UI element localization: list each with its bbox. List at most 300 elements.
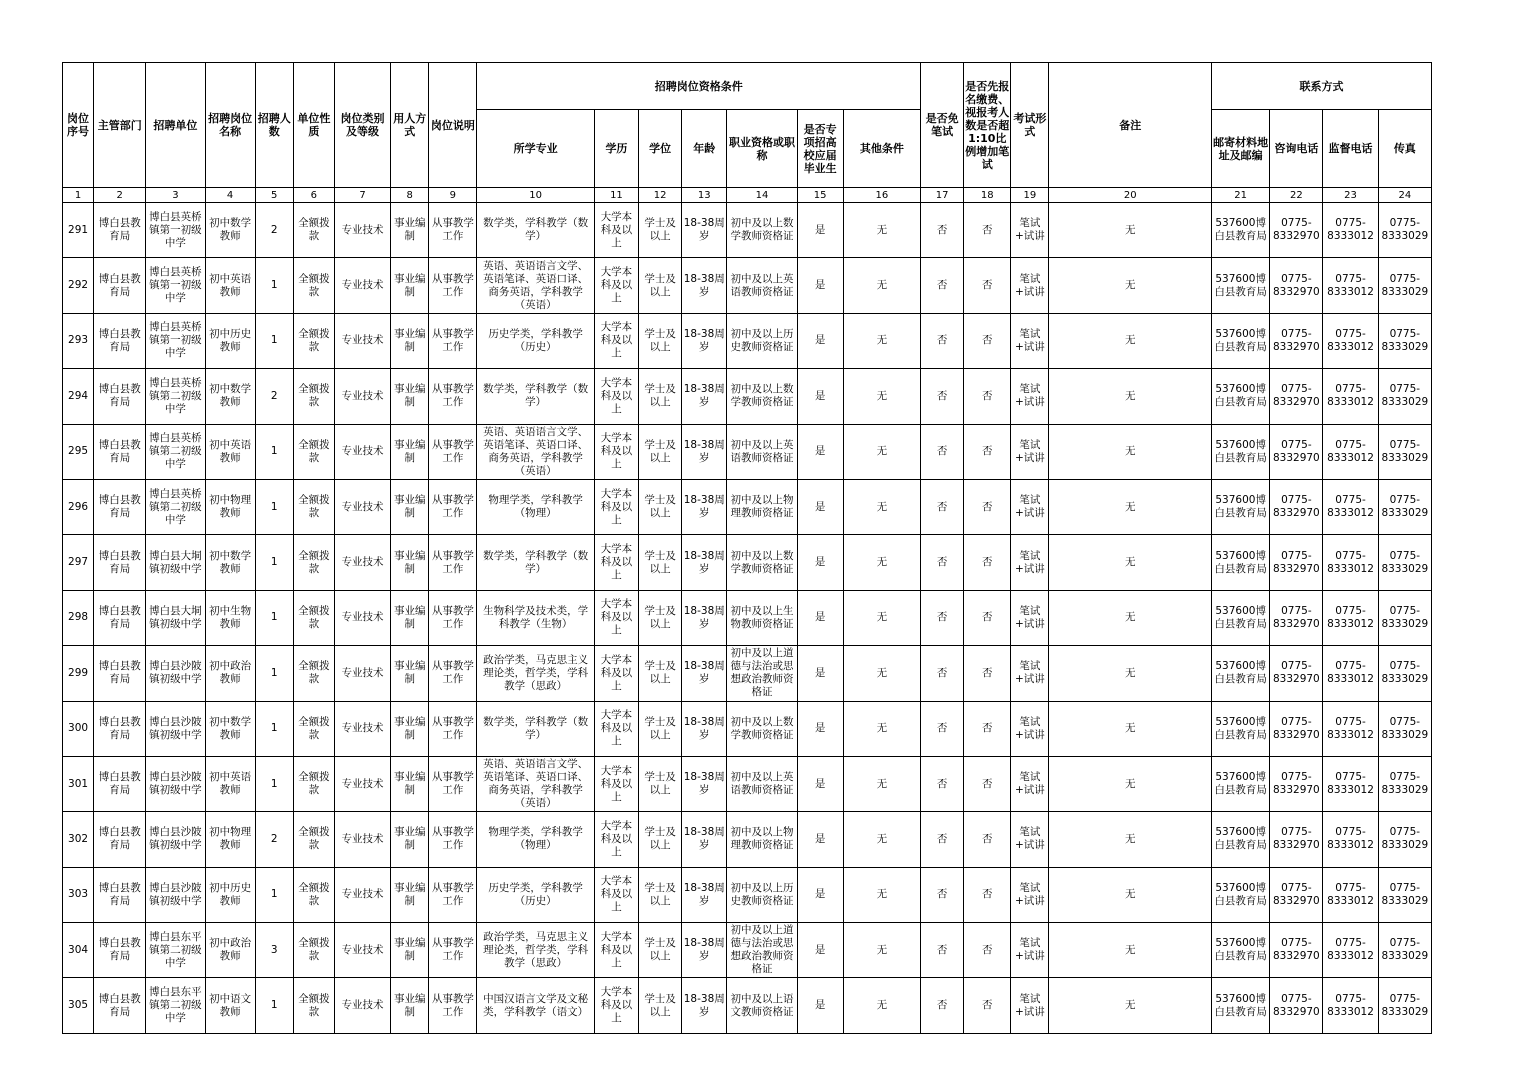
cell-position: 初中生物教师 bbox=[205, 590, 255, 645]
cell-position: 初中数学教师 bbox=[205, 369, 255, 424]
cell-employment: 事业编制 bbox=[391, 369, 429, 424]
header-exam-form: 考试形式 bbox=[1011, 63, 1049, 188]
cell-remarks: 无 bbox=[1049, 424, 1212, 479]
cell-mail-address: 537600博白县教育局 bbox=[1212, 978, 1270, 1034]
cell-remarks: 无 bbox=[1049, 535, 1212, 590]
cell-department: 博白县教育局 bbox=[94, 646, 146, 701]
cell-supervision-phone: 0775-8333012 bbox=[1323, 424, 1378, 479]
cell-degree: 学士及以上 bbox=[639, 923, 682, 978]
cell-unit: 博白县东平镇第二初级中学 bbox=[146, 978, 205, 1034]
table-row bbox=[63, 424, 1432, 479]
cell-graduate-only: 是 bbox=[797, 590, 843, 645]
cell-major: 数学类，学科教学（数学） bbox=[477, 369, 594, 424]
column-number: 6 bbox=[293, 188, 334, 203]
column-number: 4 bbox=[205, 188, 255, 203]
cell-description: 从事教学工作 bbox=[429, 812, 477, 867]
cell-exam-form: 笔试+试讲 bbox=[1011, 701, 1049, 756]
cell-qualification: 初中及以上语文教师资格证 bbox=[727, 978, 797, 1034]
cell-unit-nature: 全额拨款 bbox=[293, 479, 334, 534]
cell-phone: 0775-8332970 bbox=[1270, 424, 1323, 479]
cell-fax: 0775-8333029 bbox=[1378, 701, 1431, 756]
cell-description: 从事教学工作 bbox=[429, 646, 477, 701]
cell-degree: 学士及以上 bbox=[639, 701, 682, 756]
header-department: 主管部门 bbox=[94, 63, 146, 188]
cell-exempt-written: 否 bbox=[921, 812, 964, 867]
cell-department: 博白县教育局 bbox=[94, 424, 146, 479]
cell-unit: 博白县英桥镇第一初级中学 bbox=[146, 203, 205, 258]
cell-fax: 0775-8333029 bbox=[1378, 978, 1431, 1034]
column-number: 10 bbox=[477, 188, 594, 203]
cell-unit-nature: 全额拨款 bbox=[293, 424, 334, 479]
column-number: 2 bbox=[94, 188, 146, 203]
cell-qualification: 初中及以上数学教师资格证 bbox=[727, 203, 797, 258]
cell-employment: 事业编制 bbox=[391, 424, 429, 479]
cell-phone: 0775-8332970 bbox=[1270, 867, 1323, 922]
header-contact-group: 联系方式 bbox=[1212, 63, 1432, 110]
cell-employment: 事业编制 bbox=[391, 978, 429, 1034]
column-number: 13 bbox=[682, 188, 727, 203]
cell-description: 从事教学工作 bbox=[429, 424, 477, 479]
cell-major: 英语、英语语言文学、英语笔译、英语口译、商务英语，学科教学（英语） bbox=[477, 756, 594, 811]
cell-count: 1 bbox=[255, 701, 293, 756]
cell-remarks: 无 bbox=[1049, 812, 1212, 867]
cell-unit: 博白县大垌镇初级中学 bbox=[146, 535, 205, 590]
cell-unit: 博白县沙陂镇初级中学 bbox=[146, 756, 205, 811]
cell-remarks: 无 bbox=[1049, 923, 1212, 978]
cell-exempt-written: 否 bbox=[921, 756, 964, 811]
recruitment-table bbox=[62, 62, 1432, 1034]
column-number: 9 bbox=[429, 188, 477, 203]
cell-education: 大学本科及以上 bbox=[594, 756, 638, 811]
cell-phone: 0775-8332970 bbox=[1270, 978, 1323, 1034]
cell-exam-form: 笔试+试讲 bbox=[1011, 535, 1049, 590]
cell-age: 18-38周岁 bbox=[682, 535, 727, 590]
cell-phone: 0775-8332970 bbox=[1270, 923, 1323, 978]
cell-unit-nature: 全额拨款 bbox=[293, 203, 334, 258]
cell-education: 大学本科及以上 bbox=[594, 203, 638, 258]
cell-exempt-written: 否 bbox=[921, 867, 964, 922]
cell-graduate-only: 是 bbox=[797, 867, 843, 922]
cell-department: 博白县教育局 bbox=[94, 867, 146, 922]
cell-description: 从事教学工作 bbox=[429, 978, 477, 1034]
cell-education: 大学本科及以上 bbox=[594, 258, 638, 313]
cell-phone: 0775-8332970 bbox=[1270, 203, 1323, 258]
table-row bbox=[63, 535, 1432, 590]
cell-age: 18-38周岁 bbox=[682, 258, 727, 313]
cell-major: 政治学类，马克思主义理论类，哲学类，学科教学（思政） bbox=[477, 646, 594, 701]
column-number: 7 bbox=[334, 188, 390, 203]
cell-position: 初中政治教师 bbox=[205, 646, 255, 701]
cell-pre-register: 否 bbox=[964, 203, 1011, 258]
cell-education: 大学本科及以上 bbox=[594, 812, 638, 867]
cell-position: 初中历史教师 bbox=[205, 867, 255, 922]
cell-unit: 博白县沙陂镇初级中学 bbox=[146, 646, 205, 701]
cell-department: 博白县教育局 bbox=[94, 313, 146, 368]
header-supervision-phone: 监督电话 bbox=[1323, 110, 1378, 188]
header-unit: 招聘单位 bbox=[146, 63, 205, 188]
cell-position: 初中语文教师 bbox=[205, 978, 255, 1034]
cell-major: 数学类，学科教学（数学） bbox=[477, 203, 594, 258]
cell-qualification: 初中及以上物理教师资格证 bbox=[727, 812, 797, 867]
cell-employment: 事业编制 bbox=[391, 923, 429, 978]
cell-qualification: 初中及以上生物教师资格证 bbox=[727, 590, 797, 645]
cell-employment: 事业编制 bbox=[391, 756, 429, 811]
cell-pre-register: 否 bbox=[964, 590, 1011, 645]
cell-position: 初中数学教师 bbox=[205, 203, 255, 258]
cell-department: 博白县教育局 bbox=[94, 369, 146, 424]
cell-exempt-written: 否 bbox=[921, 203, 964, 258]
cell-qualification: 初中及以上英语教师资格证 bbox=[727, 424, 797, 479]
cell-exam-form: 笔试+试讲 bbox=[1011, 203, 1049, 258]
cell-department: 博白县教育局 bbox=[94, 756, 146, 811]
cell-fax: 0775-8333029 bbox=[1378, 313, 1431, 368]
column-number: 19 bbox=[1011, 188, 1049, 203]
cell-employment: 事业编制 bbox=[391, 479, 429, 534]
cell-count: 1 bbox=[255, 424, 293, 479]
cell-seq: 304 bbox=[63, 923, 94, 978]
cell-pre-register: 否 bbox=[964, 369, 1011, 424]
table-row bbox=[63, 590, 1432, 645]
cell-exam-form: 笔试+试讲 bbox=[1011, 369, 1049, 424]
cell-count: 1 bbox=[255, 756, 293, 811]
cell-unit-nature: 全额拨款 bbox=[293, 923, 334, 978]
cell-count: 1 bbox=[255, 978, 293, 1034]
cell-other: 无 bbox=[843, 479, 920, 534]
cell-employment: 事业编制 bbox=[391, 701, 429, 756]
cell-education: 大学本科及以上 bbox=[594, 424, 638, 479]
header-unit-nature: 单位性质 bbox=[293, 63, 334, 188]
cell-degree: 学士及以上 bbox=[639, 369, 682, 424]
cell-mail-address: 537600博白县教育局 bbox=[1212, 535, 1270, 590]
cell-remarks: 无 bbox=[1049, 313, 1212, 368]
cell-description: 从事教学工作 bbox=[429, 867, 477, 922]
cell-other: 无 bbox=[843, 590, 920, 645]
cell-unit-nature: 全额拨款 bbox=[293, 867, 334, 922]
cell-unit: 博白县沙陂镇初级中学 bbox=[146, 701, 205, 756]
cell-education: 大学本科及以上 bbox=[594, 313, 638, 368]
cell-seq: 294 bbox=[63, 369, 94, 424]
cell-education: 大学本科及以上 bbox=[594, 867, 638, 922]
cell-major: 英语、英语语言文学、英语笔译、英语口译、商务英语，学科教学（英语） bbox=[477, 424, 594, 479]
cell-degree: 学士及以上 bbox=[639, 313, 682, 368]
cell-qualification: 初中及以上道德与法治或思想政治教师资格证 bbox=[727, 646, 797, 701]
table-row bbox=[63, 923, 1432, 978]
cell-remarks: 无 bbox=[1049, 258, 1212, 313]
cell-supervision-phone: 0775-8333012 bbox=[1323, 479, 1378, 534]
cell-mail-address: 537600博白县教育局 bbox=[1212, 313, 1270, 368]
cell-major: 生物科学及技术类，学科教学（生物） bbox=[477, 590, 594, 645]
table-row bbox=[63, 756, 1432, 811]
cell-other: 无 bbox=[843, 535, 920, 590]
cell-mail-address: 537600博白县教育局 bbox=[1212, 923, 1270, 978]
cell-unit: 博白县东平镇第二初级中学 bbox=[146, 923, 205, 978]
cell-remarks: 无 bbox=[1049, 646, 1212, 701]
column-number: 18 bbox=[964, 188, 1011, 203]
cell-mail-address: 537600博白县教育局 bbox=[1212, 646, 1270, 701]
cell-position: 初中物理教师 bbox=[205, 812, 255, 867]
column-number: 22 bbox=[1270, 188, 1323, 203]
cell-fax: 0775-8333029 bbox=[1378, 369, 1431, 424]
column-number: 12 bbox=[639, 188, 682, 203]
cell-qualification: 初中及以上道德与法治或思想政治教师资格证 bbox=[727, 923, 797, 978]
column-number: 11 bbox=[594, 188, 638, 203]
cell-department: 博白县教育局 bbox=[94, 535, 146, 590]
cell-employment: 事业编制 bbox=[391, 535, 429, 590]
cell-age: 18-38周岁 bbox=[682, 424, 727, 479]
table-row bbox=[63, 369, 1432, 424]
cell-department: 博白县教育局 bbox=[94, 812, 146, 867]
cell-category: 专业技术 bbox=[334, 424, 390, 479]
cell-position: 初中英语教师 bbox=[205, 756, 255, 811]
cell-category: 专业技术 bbox=[334, 590, 390, 645]
table-header bbox=[63, 63, 1432, 203]
cell-description: 从事教学工作 bbox=[429, 479, 477, 534]
cell-seq: 301 bbox=[63, 756, 94, 811]
cell-graduate-only: 是 bbox=[797, 258, 843, 313]
column-number: 3 bbox=[146, 188, 205, 203]
cell-education: 大学本科及以上 bbox=[594, 646, 638, 701]
cell-supervision-phone: 0775-8333012 bbox=[1323, 646, 1378, 701]
cell-count: 1 bbox=[255, 258, 293, 313]
cell-pre-register: 否 bbox=[964, 701, 1011, 756]
cell-degree: 学士及以上 bbox=[639, 756, 682, 811]
cell-age: 18-38周岁 bbox=[682, 756, 727, 811]
cell-age: 18-38周岁 bbox=[682, 590, 727, 645]
column-number-row bbox=[63, 188, 1432, 203]
cell-remarks: 无 bbox=[1049, 369, 1212, 424]
header-description: 岗位说明 bbox=[429, 63, 477, 188]
cell-unit-nature: 全额拨款 bbox=[293, 646, 334, 701]
cell-age: 18-38周岁 bbox=[682, 812, 727, 867]
cell-seq: 293 bbox=[63, 313, 94, 368]
cell-unit-nature: 全额拨款 bbox=[293, 590, 334, 645]
cell-major: 英语、英语语言文学、英语笔译、英语口译、商务英语，学科教学（英语） bbox=[477, 258, 594, 313]
cell-supervision-phone: 0775-8333012 bbox=[1323, 258, 1378, 313]
cell-major: 物理学类，学科教学（物理） bbox=[477, 479, 594, 534]
column-number: 5 bbox=[255, 188, 293, 203]
cell-exam-form: 笔试+试讲 bbox=[1011, 424, 1049, 479]
cell-fax: 0775-8333029 bbox=[1378, 867, 1431, 922]
cell-exempt-written: 否 bbox=[921, 646, 964, 701]
cell-degree: 学士及以上 bbox=[639, 203, 682, 258]
column-number: 24 bbox=[1378, 188, 1431, 203]
cell-remarks: 无 bbox=[1049, 978, 1212, 1034]
cell-exam-form: 笔试+试讲 bbox=[1011, 867, 1049, 922]
cell-unit: 博白县沙陂镇初级中学 bbox=[146, 812, 205, 867]
cell-count: 1 bbox=[255, 313, 293, 368]
cell-seq: 297 bbox=[63, 535, 94, 590]
cell-graduate-only: 是 bbox=[797, 203, 843, 258]
cell-exam-form: 笔试+试讲 bbox=[1011, 479, 1049, 534]
cell-qualification: 初中及以上英语教师资格证 bbox=[727, 756, 797, 811]
cell-category: 专业技术 bbox=[334, 978, 390, 1034]
cell-employment: 事业编制 bbox=[391, 313, 429, 368]
cell-qualification: 初中及以上历史教师资格证 bbox=[727, 313, 797, 368]
header-degree: 学位 bbox=[639, 110, 682, 188]
cell-department: 博白县教育局 bbox=[94, 701, 146, 756]
cell-position: 初中政治教师 bbox=[205, 923, 255, 978]
cell-supervision-phone: 0775-8333012 bbox=[1323, 369, 1378, 424]
cell-pre-register: 否 bbox=[964, 812, 1011, 867]
cell-category: 专业技术 bbox=[334, 258, 390, 313]
cell-supervision-phone: 0775-8333012 bbox=[1323, 701, 1378, 756]
cell-description: 从事教学工作 bbox=[429, 756, 477, 811]
cell-education: 大学本科及以上 bbox=[594, 369, 638, 424]
cell-mail-address: 537600博白县教育局 bbox=[1212, 867, 1270, 922]
cell-seq: 300 bbox=[63, 701, 94, 756]
cell-degree: 学士及以上 bbox=[639, 978, 682, 1034]
cell-supervision-phone: 0775-8333012 bbox=[1323, 756, 1378, 811]
cell-unit: 博白县英桥镇第一初级中学 bbox=[146, 313, 205, 368]
cell-category: 专业技术 bbox=[334, 867, 390, 922]
cell-exam-form: 笔试+试讲 bbox=[1011, 313, 1049, 368]
cell-count: 3 bbox=[255, 923, 293, 978]
cell-qualification: 初中及以上英语教师资格证 bbox=[727, 258, 797, 313]
column-number: 16 bbox=[843, 188, 920, 203]
cell-supervision-phone: 0775-8333012 bbox=[1323, 923, 1378, 978]
cell-graduate-only: 是 bbox=[797, 812, 843, 867]
cell-description: 从事教学工作 bbox=[429, 258, 477, 313]
cell-exam-form: 笔试+试讲 bbox=[1011, 756, 1049, 811]
header-category: 岗位类别及等级 bbox=[334, 63, 390, 188]
cell-other: 无 bbox=[843, 923, 920, 978]
cell-position: 初中物理教师 bbox=[205, 479, 255, 534]
cell-exempt-written: 否 bbox=[921, 701, 964, 756]
cell-count: 1 bbox=[255, 867, 293, 922]
cell-employment: 事业编制 bbox=[391, 258, 429, 313]
table-row bbox=[63, 479, 1432, 534]
column-number: 1 bbox=[63, 188, 94, 203]
cell-degree: 学士及以上 bbox=[639, 867, 682, 922]
cell-count: 2 bbox=[255, 369, 293, 424]
cell-exempt-written: 否 bbox=[921, 479, 964, 534]
cell-seq: 305 bbox=[63, 978, 94, 1034]
table-row bbox=[63, 978, 1432, 1034]
table-row bbox=[63, 701, 1432, 756]
cell-unit-nature: 全额拨款 bbox=[293, 258, 334, 313]
cell-category: 专业技术 bbox=[334, 646, 390, 701]
cell-category: 专业技术 bbox=[334, 479, 390, 534]
cell-other: 无 bbox=[843, 646, 920, 701]
column-number: 21 bbox=[1212, 188, 1270, 203]
cell-exam-form: 笔试+试讲 bbox=[1011, 646, 1049, 701]
table-row bbox=[63, 258, 1432, 313]
cell-degree: 学士及以上 bbox=[639, 812, 682, 867]
cell-department: 博白县教育局 bbox=[94, 978, 146, 1034]
cell-pre-register: 否 bbox=[964, 646, 1011, 701]
cell-qualification: 初中及以上数学教师资格证 bbox=[727, 701, 797, 756]
header-other: 其他条件 bbox=[843, 110, 920, 188]
cell-major: 中国汉语言文学及文秘类，学科教学（语文） bbox=[477, 978, 594, 1034]
cell-exempt-written: 否 bbox=[921, 313, 964, 368]
cell-phone: 0775-8332970 bbox=[1270, 313, 1323, 368]
cell-department: 博白县教育局 bbox=[94, 203, 146, 258]
cell-supervision-phone: 0775-8333012 bbox=[1323, 535, 1378, 590]
cell-graduate-only: 是 bbox=[797, 701, 843, 756]
cell-category: 专业技术 bbox=[334, 812, 390, 867]
column-number: 15 bbox=[797, 188, 843, 203]
cell-mail-address: 537600博白县教育局 bbox=[1212, 258, 1270, 313]
header-qualification: 职业资格或职称 bbox=[727, 110, 797, 188]
cell-phone: 0775-8332970 bbox=[1270, 812, 1323, 867]
cell-exam-form: 笔试+试讲 bbox=[1011, 812, 1049, 867]
column-number: 17 bbox=[921, 188, 964, 203]
cell-graduate-only: 是 bbox=[797, 535, 843, 590]
cell-description: 从事教学工作 bbox=[429, 203, 477, 258]
column-number: 20 bbox=[1049, 188, 1212, 203]
cell-unit-nature: 全额拨款 bbox=[293, 756, 334, 811]
column-number: 8 bbox=[391, 188, 429, 203]
cell-pre-register: 否 bbox=[964, 424, 1011, 479]
cell-employment: 事业编制 bbox=[391, 590, 429, 645]
cell-qualification: 初中及以上历史教师资格证 bbox=[727, 867, 797, 922]
cell-major: 数学类，学科教学（数学） bbox=[477, 535, 594, 590]
cell-major: 物理学类，学科教学（物理） bbox=[477, 812, 594, 867]
header-fax: 传真 bbox=[1378, 110, 1431, 188]
cell-supervision-phone: 0775-8333012 bbox=[1323, 203, 1378, 258]
cell-fax: 0775-8333029 bbox=[1378, 424, 1431, 479]
cell-category: 专业技术 bbox=[334, 535, 390, 590]
cell-category: 专业技术 bbox=[334, 701, 390, 756]
cell-unit-nature: 全额拨款 bbox=[293, 313, 334, 368]
cell-supervision-phone: 0775-8333012 bbox=[1323, 313, 1378, 368]
cell-mail-address: 537600博白县教育局 bbox=[1212, 812, 1270, 867]
cell-phone: 0775-8332970 bbox=[1270, 756, 1323, 811]
cell-degree: 学士及以上 bbox=[639, 258, 682, 313]
cell-supervision-phone: 0775-8333012 bbox=[1323, 590, 1378, 645]
cell-exempt-written: 否 bbox=[921, 590, 964, 645]
header-count: 招聘人数 bbox=[255, 63, 293, 188]
cell-remarks: 无 bbox=[1049, 203, 1212, 258]
cell-remarks: 无 bbox=[1049, 701, 1212, 756]
cell-graduate-only: 是 bbox=[797, 923, 843, 978]
cell-pre-register: 否 bbox=[964, 978, 1011, 1034]
column-number: 14 bbox=[727, 188, 797, 203]
cell-unit-nature: 全额拨款 bbox=[293, 369, 334, 424]
cell-count: 1 bbox=[255, 535, 293, 590]
cell-qualification: 初中及以上物理教师资格证 bbox=[727, 479, 797, 534]
header-education: 学历 bbox=[594, 110, 638, 188]
cell-unit: 博白县沙陂镇初级中学 bbox=[146, 867, 205, 922]
cell-position: 初中数学教师 bbox=[205, 701, 255, 756]
cell-unit: 博白县英桥镇第二初级中学 bbox=[146, 369, 205, 424]
cell-graduate-only: 是 bbox=[797, 479, 843, 534]
cell-age: 18-38周岁 bbox=[682, 313, 727, 368]
cell-seq: 303 bbox=[63, 867, 94, 922]
header-mail-address: 邮寄材料地址及邮编 bbox=[1212, 110, 1270, 188]
cell-category: 专业技术 bbox=[334, 369, 390, 424]
cell-exempt-written: 否 bbox=[921, 369, 964, 424]
cell-seq: 292 bbox=[63, 258, 94, 313]
cell-mail-address: 537600博白县教育局 bbox=[1212, 701, 1270, 756]
cell-fax: 0775-8333029 bbox=[1378, 923, 1431, 978]
cell-other: 无 bbox=[843, 978, 920, 1034]
table-body bbox=[63, 203, 1432, 1034]
cell-exempt-written: 否 bbox=[921, 978, 964, 1034]
cell-description: 从事教学工作 bbox=[429, 535, 477, 590]
cell-pre-register: 否 bbox=[964, 535, 1011, 590]
cell-graduate-only: 是 bbox=[797, 424, 843, 479]
cell-education: 大学本科及以上 bbox=[594, 479, 638, 534]
cell-fax: 0775-8333029 bbox=[1378, 479, 1431, 534]
header-employment: 用人方式 bbox=[391, 63, 429, 188]
cell-exam-form: 笔试+试讲 bbox=[1011, 258, 1049, 313]
column-number: 23 bbox=[1323, 188, 1378, 203]
cell-phone: 0775-8332970 bbox=[1270, 535, 1323, 590]
cell-pre-register: 否 bbox=[964, 756, 1011, 811]
cell-department: 博白县教育局 bbox=[94, 258, 146, 313]
header-major: 所学专业 bbox=[477, 110, 594, 188]
